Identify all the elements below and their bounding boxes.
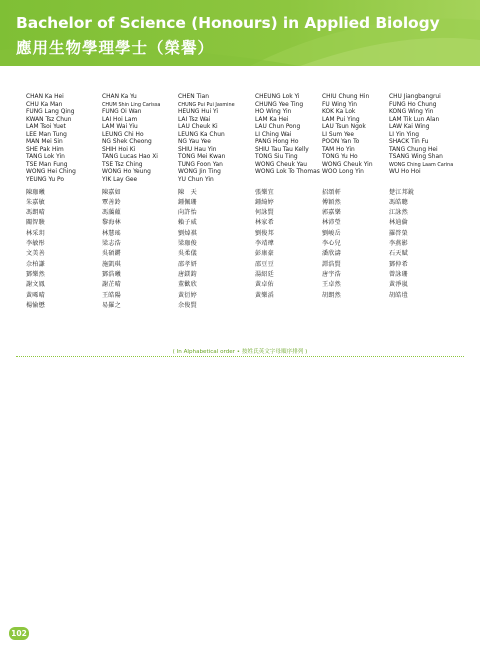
graduate-name-en: CHIU Chung Hin [322,94,370,100]
graduate-name-zh: 林采玥 [26,229,45,237]
graduate-name-en: CHEN Tian [178,94,209,100]
graduate-name-zh: 江詠然 [389,209,408,217]
graduate-name-en: FU Wing Yin [322,101,358,108]
graduate-name-zh: 梁志浩 [102,240,121,248]
graduate-name-zh: 謝文鳳 [26,281,45,289]
graduate-name-en: TSE Tsz Ching [102,161,143,168]
graduate-name-en: CHU Jiangbangrui [389,94,441,100]
graduate-name-en: LEUNG Ka Chun [178,131,225,138]
graduate-name-en: LI Sum Yee [322,131,355,138]
graduate-name-zh: 林家希 [255,219,274,227]
graduate-name-en: LEE Man Tung [26,131,67,138]
page-number: 102 [11,629,27,638]
graduate-name-en: LAI Tsz Wai [178,116,211,123]
graduate-name-zh: 李靖瑋 [255,240,274,248]
graduate-name-en: TANG Lok Yin [26,154,65,161]
graduate-name-en: KWAN Tsz Chun [26,116,72,123]
graduate-name-zh: 吳柔儀 [178,250,197,258]
graduate-name-zh: 潘欣濤 [322,250,341,258]
graduate-name-zh: 劉峻岳 [322,229,341,237]
graduate-name-en: SHIU Tau Tau Kelly [255,146,309,153]
graduate-name-en: TSANG Wing Shan [389,154,443,161]
graduate-name-en: TONG Siu Ting [255,154,298,161]
graduate-name-en: LAM Pui Ying [322,116,360,123]
graduate-name-zh: 林迪倫 [389,219,408,227]
graduate-name-en: CHUM Shin Ling Carissa [102,101,161,108]
graduate-name-zh: 劉俊邦 [255,229,274,237]
graduate-name-en: TANG Chung Hei [389,146,438,153]
graduate-name-zh: 鍾佩珊 [178,198,197,206]
graduate-name-en: CHUNG Yee Ting [255,101,304,108]
graduate-name-en: PANG Hong Ho [255,139,299,146]
graduate-name-zh: 文美善 [26,250,45,258]
graduate-name-en: WONG Lok To Thomas [255,169,320,176]
graduate-name-zh: 彭康豪 [255,250,274,258]
graduate-name-list [26,94,466,311]
graduate-name-zh: 胡皓塏 [389,291,408,299]
graduate-name-zh: 黃樂滔 [255,291,274,299]
graduate-name-en: HO Wing Yin [255,109,292,116]
graduate-name-zh: 傅穎然 [322,198,341,206]
graduate-name-zh: 鄧仲希 [389,260,408,268]
graduate-name-en: LAW Kai Wing [389,124,430,131]
graduate-name-en: NG Shek Cheong [102,139,152,146]
page-title: Bachelor of Science (Honours) in Applied Biology [16,14,440,32]
name-column-6 [389,94,466,311]
graduate-name-en: WONG Ho Yeung [102,169,151,176]
graduate-name-en: YEUNG Yu Po [26,177,64,184]
graduate-name-en: CHAN Ka Yu [102,94,137,100]
ordering-note: ( In Alphabetical order • 按姓氏英文字母順序排列 ) [172,349,308,355]
graduate-name-en: HEUNG Hui Yi [178,109,219,116]
graduate-name-zh: 梁珈俊 [178,240,197,248]
graduate-name-zh: 湯紹廷 [255,270,274,278]
graduate-name-en: KONG Wing Yin [389,109,434,116]
graduate-name-en: TAM Ho Yin [322,146,355,153]
graduate-name-zh: 石天賦 [389,250,408,258]
graduate-name-en: LAM Wai Yiu [102,124,138,131]
graduate-name-en: WU Ho Hoi [389,169,421,176]
graduate-name-en: POON Yan To [322,139,360,146]
graduate-name-zh: 黃淨嵐 [389,281,408,289]
graduate-name-en: NG Yau Yee [178,139,211,146]
graduate-name-en: WONG Hei Ching [26,169,76,176]
graduate-name-en: TONG Mei Kwan [178,154,226,161]
graduate-name-en: SHIU Hau Yin [178,146,217,153]
graduate-name-zh: 馮朗晴 [26,209,45,217]
graduate-name-en: FUNG Lang Qing [26,109,75,116]
name-column-4 [255,94,322,311]
graduate-name-en: TSE Man Fung [26,161,68,168]
graduate-name-zh: 黃衍婷 [178,291,197,299]
graduate-name-zh: 黃晞晴 [26,291,45,299]
graduate-name-zh: 李燕影 [389,240,408,248]
graduate-name-en: SHIH Hoi Ki [102,146,136,153]
graduate-name-zh: 施凱琪 [102,260,121,268]
name-column-3 [178,94,255,311]
graduate-name-zh: 郭嘉樂 [322,209,341,217]
graduate-name-zh: 招頌軒 [322,188,341,196]
page-title-chinese: 應用生物學理學士（榮譽） [16,39,215,57]
graduate-name-en: FUNG Ho Chung [389,101,437,108]
graduate-name-zh: 董歡欣 [178,281,197,289]
graduate-name-zh: 林沛瑩 [322,219,341,227]
graduate-name-zh: 李心兒 [322,240,341,248]
graduate-name-en: YIK Lay Gee [102,177,138,184]
graduate-name-en: LI Yin Ying [389,131,420,138]
graduate-name-en: CHU Ka Man [26,101,63,108]
graduate-name-zh: 吳碩鏘 [102,250,121,258]
graduate-name-en: SHE Pak Him [26,146,64,153]
graduate-name-zh: 唐宇浩 [322,270,341,278]
graduate-name-en: CHAN Ka Hei [26,94,64,100]
dotted-divider [16,356,464,358]
graduate-name-en: LEUNG Chi Ho [102,131,144,138]
graduate-name-zh: 易羅之 [102,301,121,309]
graduate-name-zh: 黎海林 [102,219,121,227]
graduate-name-zh: 賴子威 [178,219,197,227]
graduate-name-zh: 佘柏謙 [26,260,45,268]
graduate-name-en: LAI Hoi Lam [102,116,138,123]
graduate-name-zh: 鄧浩曦 [102,270,121,278]
graduate-name-en: WOO Long Yin [322,169,364,176]
graduate-name-zh: 鄧樂然 [26,270,45,278]
graduate-name-zh: 王皓陽 [102,291,121,299]
graduate-name-zh: 鍾綺婷 [255,198,274,206]
graduate-name-zh: 向許怡 [178,209,197,217]
graduate-name-zh: 楊愉懋 [26,301,45,309]
graduate-name-zh: 邵豆豆 [255,260,274,268]
graduate-name-zh: 唐鎂鈞 [178,270,197,278]
graduate-name-zh: 邵孝妍 [178,260,197,268]
graduate-name-en: TUNG Foon Yan [178,161,223,168]
graduate-name-zh: 胡朗然 [322,291,341,299]
graduate-name-zh: 劉焯祺 [178,229,197,237]
graduate-name-zh: 陳嘉如 [102,188,121,196]
graduate-name-zh: 李敏彤 [26,240,45,248]
graduate-name-zh: 何詠賢 [255,209,274,217]
graduate-name-zh: 譚浩賢 [322,260,341,268]
graduate-name-zh: 黃卓佑 [255,281,274,289]
graduate-name-zh: 余俊賢 [178,301,197,309]
graduate-name-zh: 陳珈曦 [26,188,45,196]
header-banner [0,0,480,66]
graduate-name-zh: 林慧瑤 [102,229,121,237]
graduate-name-zh: 馮皓聰 [389,198,408,206]
name-column-5 [322,94,389,311]
graduate-name-en: WONG Cheuk Yau [255,161,307,168]
graduate-name-zh: 陳 天 [178,188,197,196]
name-column-1 [26,94,102,311]
graduate-name-en: LAU Cheuk Ki [178,124,218,131]
graduate-name-zh: 關智駿 [26,219,45,227]
graduate-name-zh: 朱嘉敏 [26,198,45,206]
graduate-name-zh: 張樂宜 [255,188,274,196]
graduate-name-zh: 楚江邦銳 [389,188,415,196]
graduate-name-en: WONG Ching Laam Carina [389,161,454,168]
graduate-name-zh: 謝芷晴 [102,281,121,289]
graduate-name-en: YU Chun Yin [178,177,214,184]
graduate-name-en: CHUNG Pui Pui Jasmine [178,101,235,108]
graduate-name-en: TANG Lucas Hao Xi [102,154,158,161]
graduate-name-en: KOK Ka Lok [322,109,356,116]
graduate-name-zh: 馮藹蘊 [102,209,121,217]
name-column-2 [102,94,178,311]
graduate-name-zh: 覃善鈴 [102,198,121,206]
graduate-name-zh: 王卓然 [322,281,341,289]
graduate-name-en: SHACK Tin Fu [389,139,429,146]
graduate-name-en: FUNG Oi Wan [102,109,142,116]
graduate-name-en: LAM Tsoi Yuet [26,124,66,131]
graduate-name-en: WONG Jin Ting [178,169,221,176]
graduate-name-en: LAU Chun Pong [255,124,301,131]
graduate-name-en: TONG Yu Ho [322,154,358,161]
graduate-name-en: WONG Cheuk Yin [322,161,373,168]
graduate-name-en: LAM Tik Lun Alan [389,116,440,123]
graduate-name-en: LAU Tsun Ngok [322,124,366,131]
graduate-name-en: LAM Ka Hei [255,116,289,123]
graduate-name-en: LI Ching Wai [255,131,292,138]
graduate-name-en: CHEUNG Lok Yi [255,94,300,100]
graduate-name-en: MAN Mei Sin [26,139,63,146]
graduate-name-zh: 曾詠珊 [389,270,408,278]
graduate-name-zh: 羅啓榮 [389,229,408,237]
